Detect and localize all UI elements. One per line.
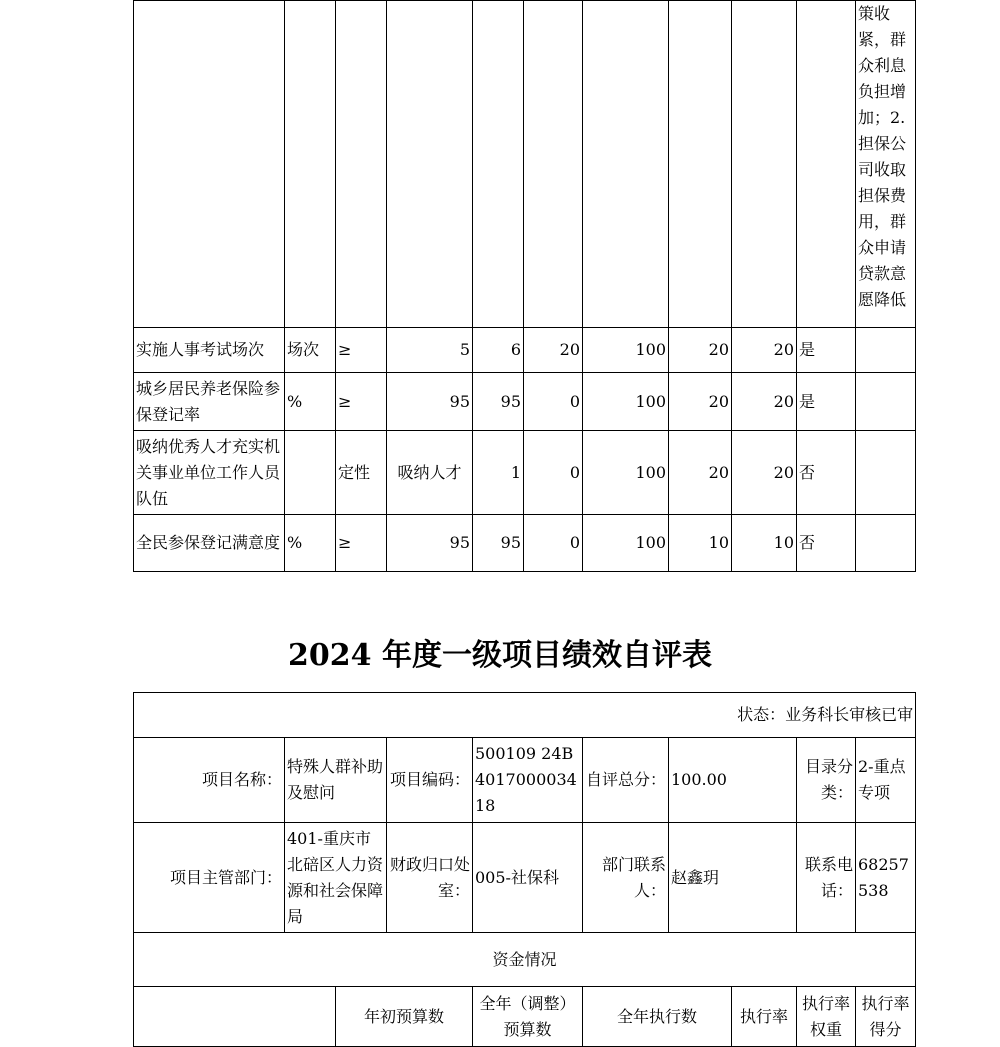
funds-col-adjusted: 全年（调整）预算数 [473, 987, 583, 1047]
dept-value: 401-重庆市北碚区人力资源和社会保障局 [285, 823, 387, 933]
indicator-flag: 否 [797, 515, 856, 572]
contact-label: 部门联系人： [583, 823, 669, 933]
indicator-weight: 20 [669, 373, 732, 431]
project-name-value: 特殊人群补助及慰问 [285, 738, 387, 823]
indicator-operator: ≥ [336, 515, 387, 572]
funds-col-initial: 年初预算数 [336, 987, 473, 1047]
finance-value: 005-社保科 [473, 823, 583, 933]
indicator-name: 实施人事考试场次 [134, 328, 285, 373]
funds-col-rate: 执行率 [732, 987, 797, 1047]
indicator-rate: 100 [583, 328, 669, 373]
table-row [134, 373, 916, 431]
indicator-actual: 6 [473, 328, 524, 373]
indicator-operator: ≥ [336, 328, 387, 373]
indicator-score: 20 [732, 431, 797, 515]
self-score-value: 100.00 [669, 738, 797, 823]
indicator-flag: 否 [797, 431, 856, 515]
indicator-target: 95 [387, 515, 473, 572]
indicator-rate: 100 [583, 373, 669, 431]
indicator-name: 吸纳优秀人才充实机关事业单位工作人员队伍 [134, 431, 285, 515]
project-code-value: 500109 24B401700003418 [473, 738, 583, 823]
indicator-score: 20 [732, 373, 797, 431]
category-value: 2-重点专项 [856, 738, 916, 823]
indicator-deviation: 0 [524, 515, 583, 572]
table-row [134, 515, 916, 572]
indicator-actual: 1 [473, 431, 524, 515]
indicator-unit: % [285, 515, 336, 572]
table-row [134, 431, 916, 515]
indicator-target: 吸纳人才 [387, 431, 473, 515]
funds-col-weight: 执行率权重 [797, 987, 856, 1047]
indicator-target: 5 [387, 328, 473, 373]
phone-value: 68257538 [856, 823, 916, 933]
indicator-table [133, 0, 916, 572]
indicator-rate: 100 [583, 431, 669, 515]
indicator-target: 95 [387, 373, 473, 431]
indicator-unit [285, 431, 336, 515]
indicator-name: 城乡居民养老保险参保登记率 [134, 373, 285, 431]
indicator-weight: 20 [669, 328, 732, 373]
phone-label: 联系电话： [797, 823, 856, 933]
project-code-label: 项目编码： [387, 738, 473, 823]
indicator-unit: 场次 [285, 328, 336, 373]
project-name-label: 项目名称： [134, 738, 285, 823]
table-row [134, 1, 916, 328]
indicator-deviation: 0 [524, 373, 583, 431]
table-row [134, 328, 916, 373]
funds-col-score: 执行率得分 [856, 987, 916, 1047]
project-summary-table [133, 692, 916, 1047]
indicator-flag: 是 [797, 328, 856, 373]
page-title: 2024 年度一级项目绩效自评表 [288, 638, 712, 673]
category-label: 目录分类： [797, 738, 856, 823]
indicator-weight: 10 [669, 515, 732, 572]
indicator-operator: 定性 [336, 431, 387, 515]
self-score-label: 自评总分： [583, 738, 669, 823]
indicator-rate: 100 [583, 515, 669, 572]
indicator-score: 10 [732, 515, 797, 572]
contact-value: 赵鑫玥 [669, 823, 797, 933]
status-text: 状态：业务科长审核已审 [134, 693, 916, 738]
indicator-deviation: 20 [524, 328, 583, 373]
indicator-unit: % [285, 373, 336, 431]
deviation-reason-cell: 策收紧，群众利息负担增加；2.担保公司收取担保费用，群众申请贷款意愿降低 [856, 1, 916, 328]
indicator-flag: 是 [797, 373, 856, 431]
indicator-weight: 20 [669, 431, 732, 515]
funds-col-executed: 全年执行数 [583, 987, 732, 1047]
dept-label: 项目主管部门： [134, 823, 285, 933]
funds-header: 资金情况 [134, 933, 916, 987]
indicator-actual: 95 [473, 373, 524, 431]
finance-label: 财政归口处室： [387, 823, 473, 933]
indicator-actual: 95 [473, 515, 524, 572]
indicator-operator: ≥ [336, 373, 387, 431]
indicator-name: 全民参保登记满意度 [134, 515, 285, 572]
indicator-deviation: 0 [524, 431, 583, 515]
indicator-score: 20 [732, 328, 797, 373]
